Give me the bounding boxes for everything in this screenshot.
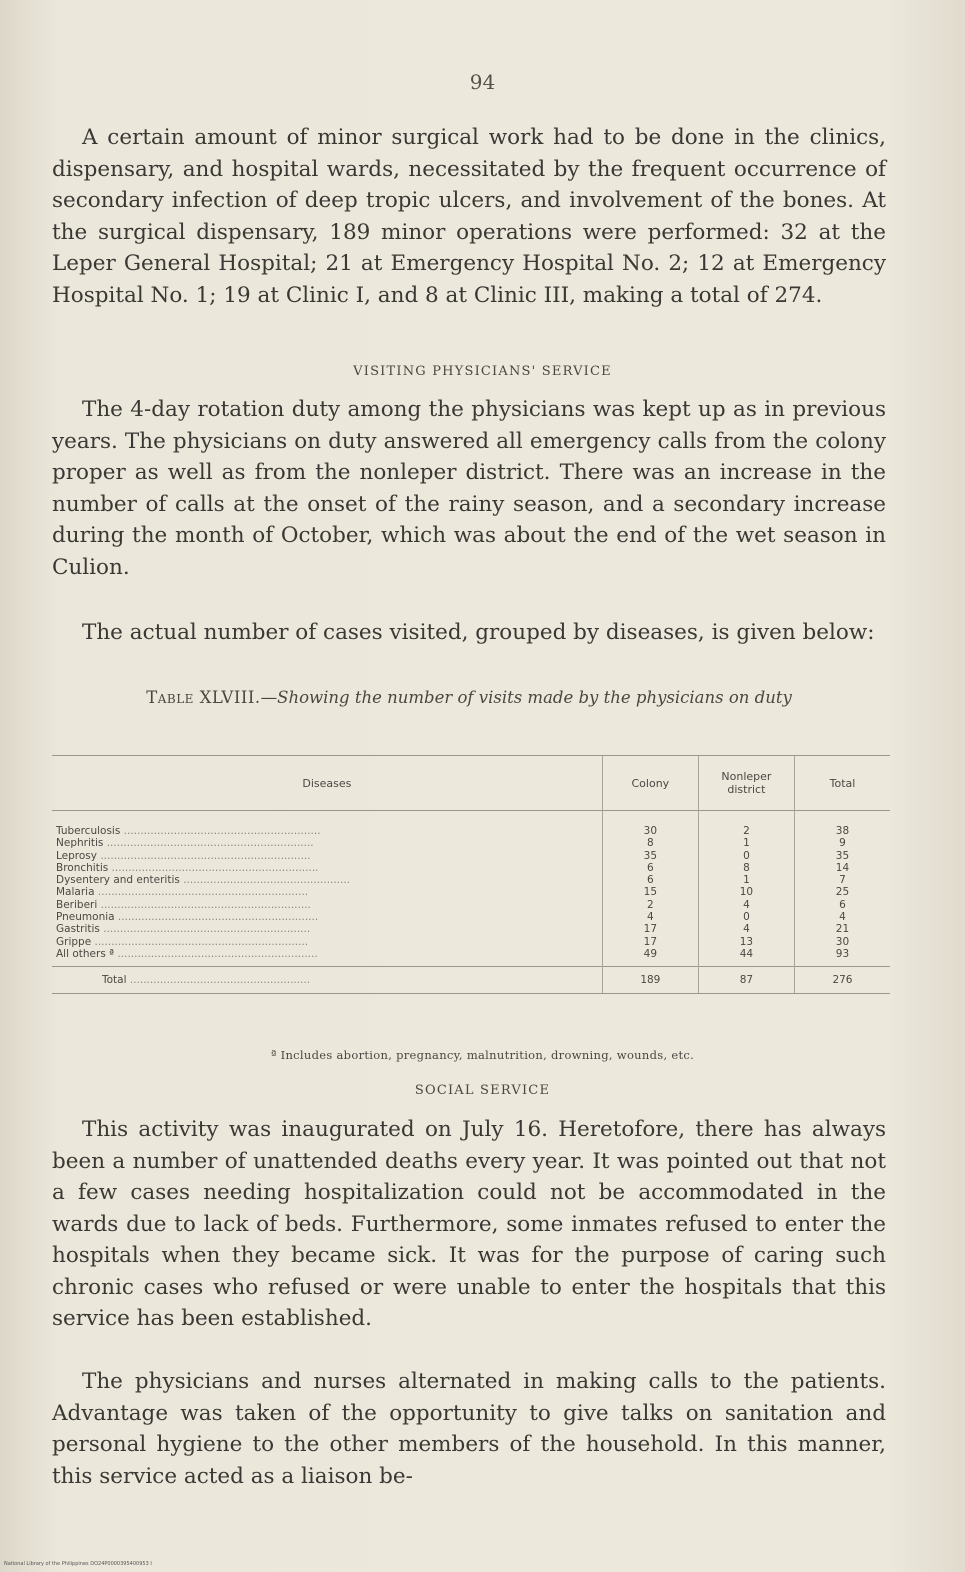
row-total: 25 — [794, 886, 890, 898]
table-row: Nephritis .............................................................. 8 1 9 — [52, 837, 890, 849]
row-colony: 49 — [602, 948, 698, 967]
header-colony: Colony — [602, 756, 698, 811]
row-nonleper: 4 — [698, 899, 794, 911]
total-total: 276 — [794, 967, 890, 994]
table-row: All others ª ............................................................ 49 44 93 — [52, 948, 890, 967]
row-disease: Bronchitis — [56, 861, 109, 874]
row-colony: 30 — [602, 811, 698, 838]
row-nonleper: 10 — [698, 886, 794, 898]
table-total-row: Total ...................................................... 189 87 276 — [52, 967, 890, 994]
row-disease: All others ª — [56, 947, 115, 960]
row-colony: 17 — [602, 936, 698, 948]
row-colony: 35 — [602, 850, 698, 862]
row-colony: 6 — [602, 874, 698, 886]
table-caption-text: —Showing the number of visits made by the physicians on duty — [260, 688, 792, 707]
table-row: Leprosy ............................................................... 35 0 35 — [52, 850, 890, 862]
page-number: 94 — [469, 70, 496, 94]
archive-stamp: National Library of the Philippines DO24P0000395400953 I — [4, 1561, 152, 1567]
paragraph-surgical-work: A certain amount of minor surgical work had to be done in the clinics, dispensary, and hospital wards, necessitated by the frequent occurrence of secondary infection of deep tropic ulcers, and involvement of the bones. At the surgical dispensary, 189 minor operations were performed: 32 at the Leper General Hospital; 21 at Emergency Hospital No. 2; 12 at Emergency Hospital No. 1; 19 at Clinic I, and 8 at Clinic III, making a total of 274. — [52, 125, 886, 308]
paragraph-cases-visited: The actual number of cases visited, grouped by diseases, is given below: — [82, 620, 875, 645]
row-nonleper: 13 — [698, 936, 794, 948]
table-row: Pneumonia ............................................................ 4 0 4 — [52, 911, 890, 923]
row-total: 38 — [794, 811, 890, 838]
row-total: 6 — [794, 899, 890, 911]
row-nonleper: 44 — [698, 948, 794, 967]
header-total: Total — [794, 756, 890, 811]
table-row: Beriberi ............................................................... 2 4 6 — [52, 899, 890, 911]
row-nonleper: 0 — [698, 911, 794, 923]
row-total: 35 — [794, 850, 890, 862]
table-caption — [52, 686, 886, 710]
row-total: 30 — [794, 936, 890, 948]
total-colony: 189 — [602, 967, 698, 994]
row-colony: 6 — [602, 862, 698, 874]
table-row: Malaria ............................................................... 15 10 25 — [52, 886, 890, 898]
row-colony: 4 — [602, 911, 698, 923]
row-disease: Malaria — [56, 886, 95, 899]
row-nonleper: 8 — [698, 862, 794, 874]
table-row: Grippe ................................................................ 17 13 30 — [52, 936, 890, 948]
table-header-row — [52, 756, 890, 811]
heading-social-service: SOCIAL SERVICE — [414, 1083, 551, 1098]
row-disease: Beriberi — [56, 898, 98, 911]
table-row: Dysentery and enteritis .................................................. 6 1 7 — [52, 874, 890, 886]
row-disease: Pneumonia — [56, 911, 115, 924]
row-nonleper: 1 — [698, 837, 794, 849]
row-disease: Nephritis — [56, 837, 104, 850]
row-nonleper: 0 — [698, 850, 794, 862]
row-disease: Tuberculosis — [56, 825, 121, 837]
heading-visiting-physicians: VISITING PHYSICIANS' SERVICE — [353, 364, 612, 379]
row-disease: Leprosy — [56, 849, 97, 862]
row-nonleper: 1 — [698, 874, 794, 886]
row-colony: 2 — [602, 899, 698, 911]
header-diseases: Diseases — [52, 756, 602, 811]
total-label: Total — [102, 974, 127, 987]
row-total: 9 — [794, 837, 890, 849]
paragraph-social-service: This activity was inaugurated on July 16. Heretofore, there has always been a number of unattended deaths every year. It was pointed out that not a few cases needing hospitalization could not be accommodated in the wards due to lack of beds. Furthermore, some inmates refused to enter the hospitals when they became sick. It was for the purpose of caring such chronic cases who refused or were unable to enter the hospitals that this service has been established. — [52, 1117, 886, 1331]
paragraph-rotation-duty: The 4-day rotation duty among the physicians was kept up as in previous years. The physicians on duty answered all emergency calls from the colony proper as well as from the nonleper district. There was an increase in the number of calls at the onset of the rainy season, and a secondary increase during the month of October, which was about the end of the wet season in Culion. — [52, 397, 886, 580]
row-disease: Gastritis — [56, 923, 100, 936]
row-nonleper: 2 — [698, 811, 794, 838]
row-disease: Dysentery and enteritis — [56, 874, 180, 887]
row-colony: 8 — [602, 837, 698, 849]
row-total: 93 — [794, 948, 890, 967]
row-colony: 15 — [602, 886, 698, 898]
header-nonleper: Nonleper district — [698, 756, 794, 811]
paragraph-physicians-nurses: The physicians and nurses alternated in making calls to the patients. Advantage was taken of the opportunity to give talks on sanitation and personal hygiene to the other members of the household. In this manner, this service acted as a liaison be- — [52, 1369, 886, 1489]
row-nonleper: 4 — [698, 923, 794, 935]
total-nonleper: 87 — [698, 967, 794, 994]
row-total: 14 — [794, 862, 890, 874]
table-row: Gastritis .............................................................. 17 4 21 — [52, 923, 890, 935]
row-total: 4 — [794, 911, 890, 923]
row-disease: Grippe — [56, 935, 92, 948]
row-total: 7 — [794, 874, 890, 886]
table-row: Bronchitis .............................................................. 6 8 14 — [52, 862, 890, 874]
row-total: 21 — [794, 923, 890, 935]
visits-table — [52, 755, 890, 994]
row-colony: 17 — [602, 923, 698, 935]
table-caption-label: Table XLVIII. — [146, 688, 261, 707]
table-footnote: ª Includes abortion, pregnancy, malnutrition, drowning, wounds, etc. — [270, 1048, 695, 1062]
table-row: Tuberculosis ........................................................... 30 2 38 — [52, 811, 890, 838]
